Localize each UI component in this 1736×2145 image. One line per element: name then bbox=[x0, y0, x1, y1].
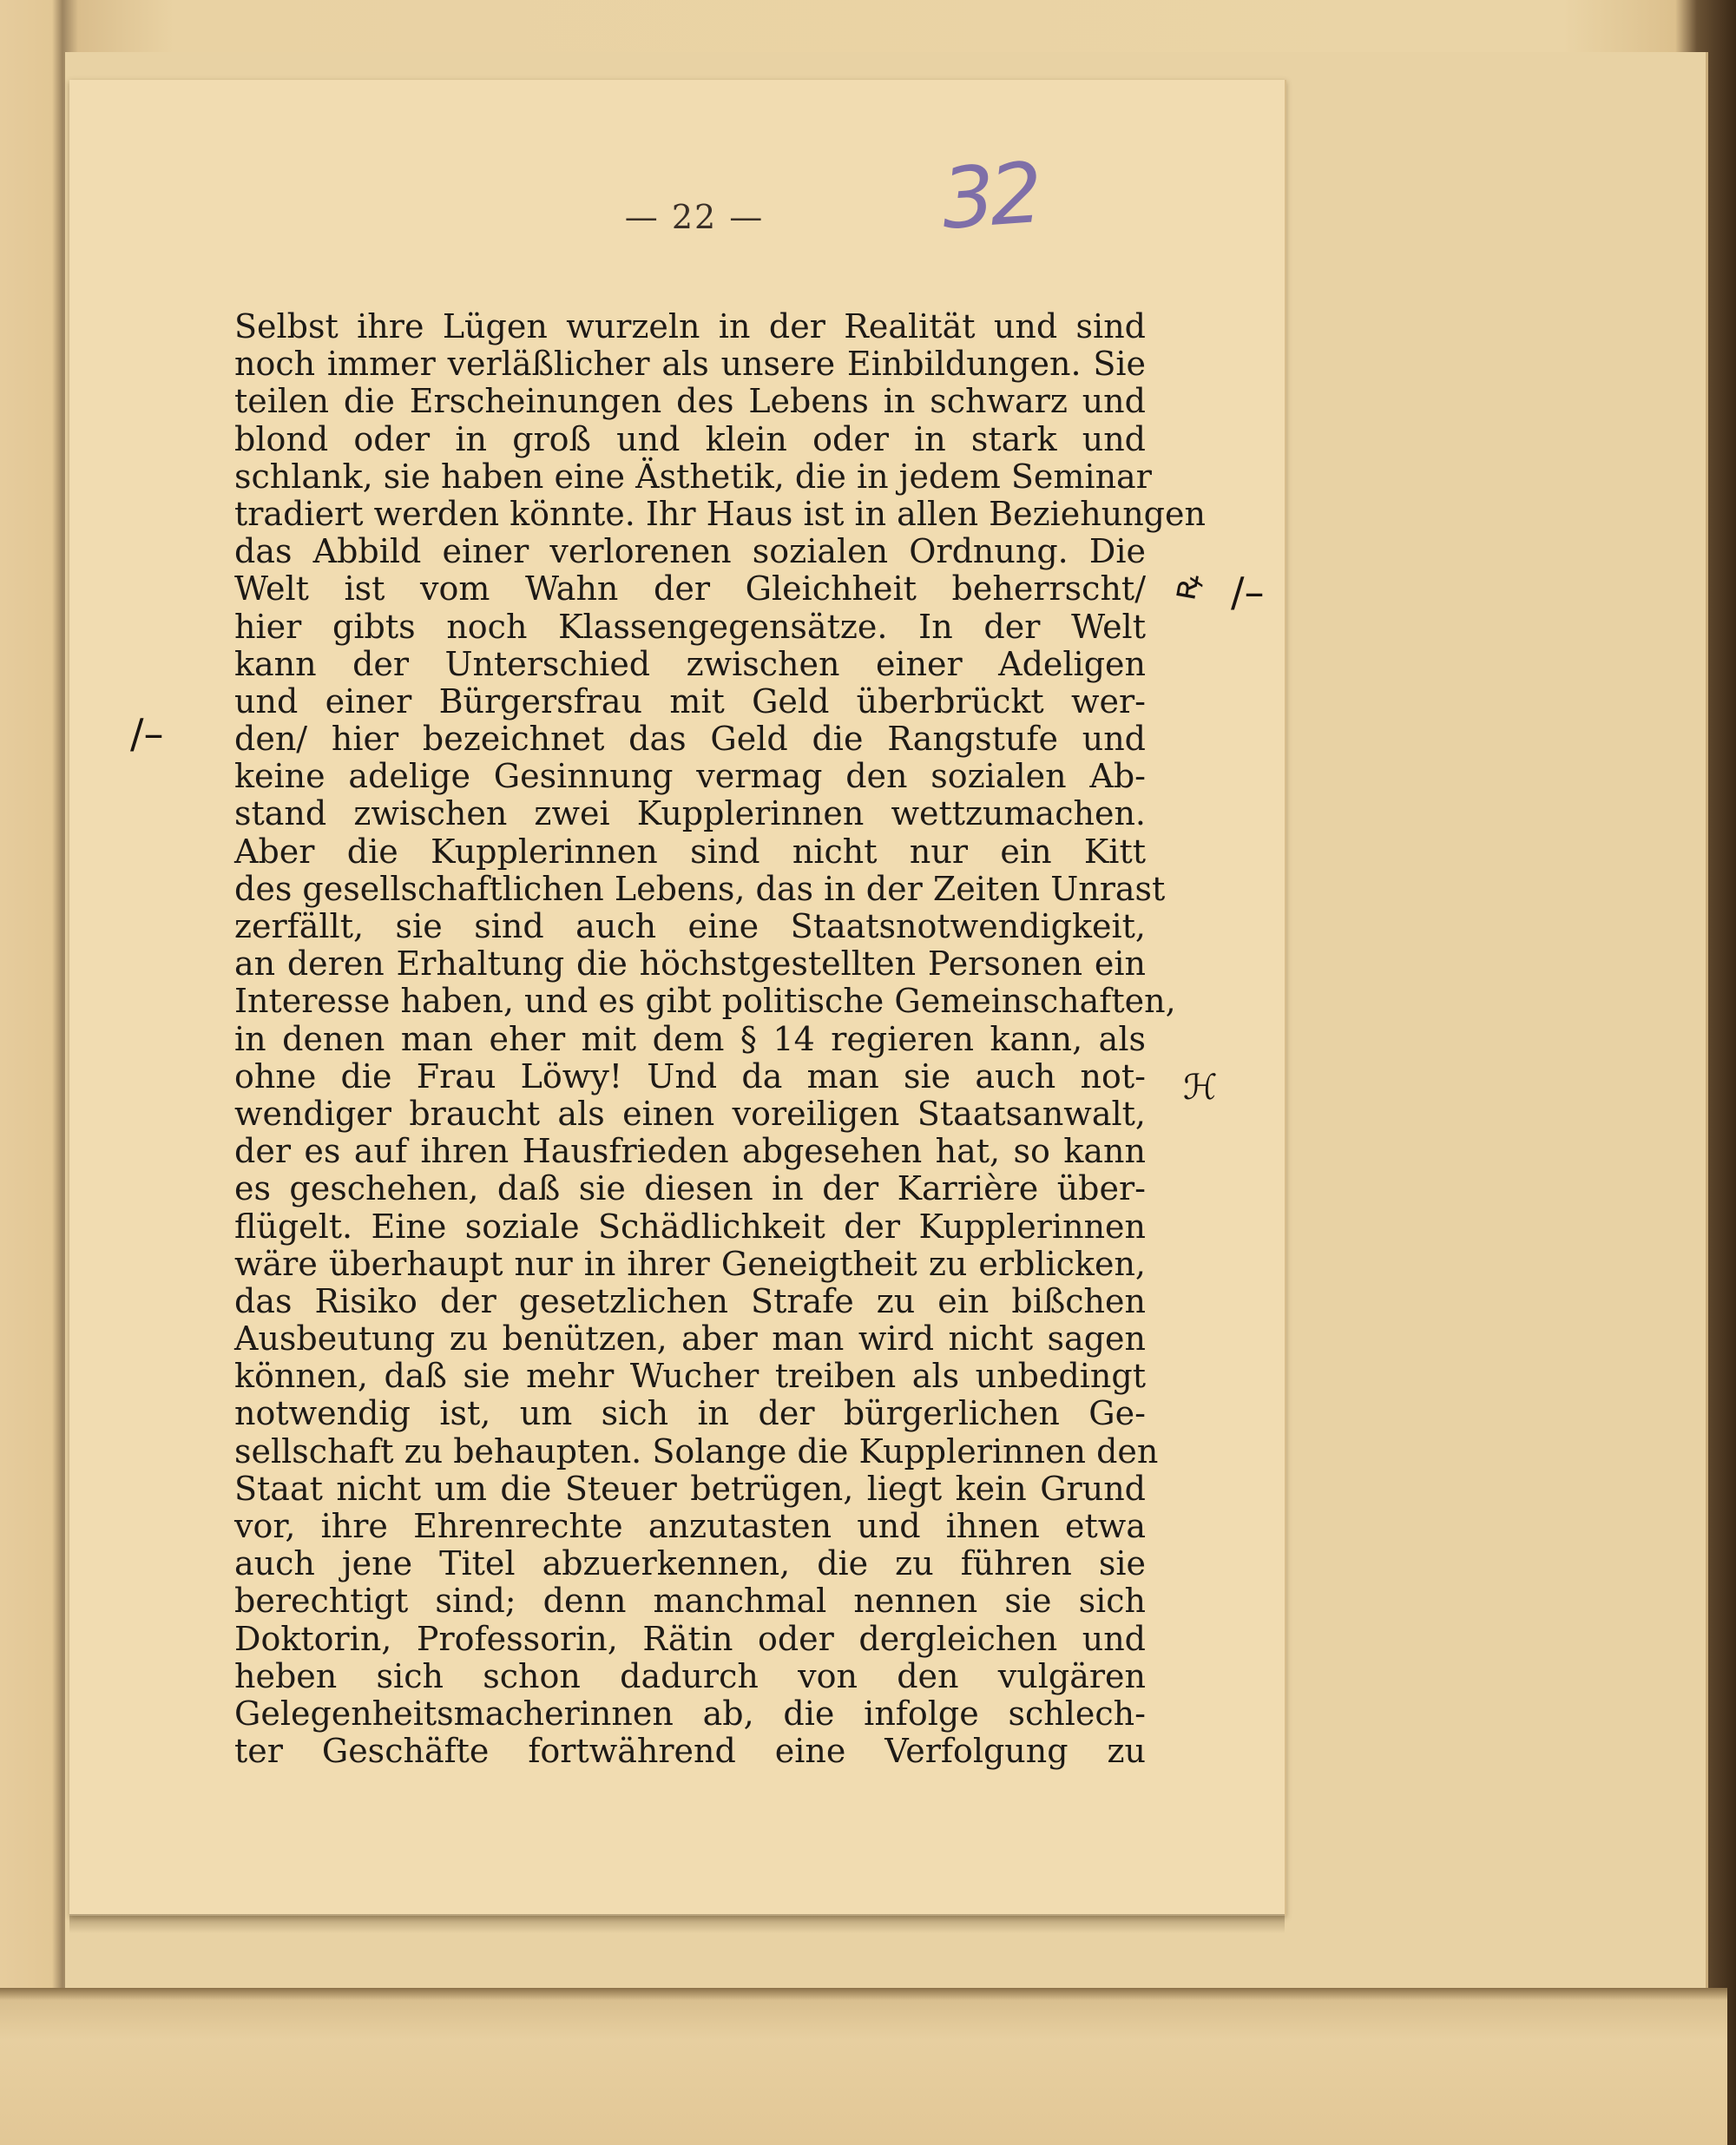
text-line: es geschehen, daß sie diesen in der Karrière über- bbox=[234, 1169, 1146, 1208]
text-line: auch jene Titel abzuerkennen, die zu führen sie bbox=[234, 1544, 1146, 1583]
text-line: an deren Erhaltung die höchstgestellten Personen ein bbox=[234, 944, 1146, 984]
text-line: das Abbild einer verlorenen sozialen Ordnung. Die bbox=[234, 532, 1146, 571]
text-line: Staat nicht um die Steuer betrügen, liegt kein Grund bbox=[234, 1469, 1146, 1508]
text-line: heben sich schon dadurch von den vulgären bbox=[234, 1656, 1146, 1695]
margin-correction-mark-left: /– bbox=[130, 710, 164, 757]
text-line: sellschaft zu behaupten. Solange die Kupplerinnen den bbox=[234, 1431, 1159, 1471]
text-line: vor, ihre Ehrenrechte anzutasten und ihnen etwa bbox=[234, 1507, 1146, 1545]
handwritten-folio-number: 32 bbox=[938, 144, 1041, 248]
text-line: Aber die Kupplerinnen sind nicht nur ein Kitt bbox=[234, 832, 1146, 871]
text-line: Doktorin, Professorin, Rätin oder dergleichen und bbox=[234, 1619, 1146, 1658]
text-line: Selbst ihre Lügen wurzeln in der Realität und sind bbox=[234, 307, 1146, 345]
text-line: stand zwischen zwei Kupplerinnen wettzumachen. bbox=[234, 794, 1146, 833]
text-line: flügelt. Eine soziale Schädlichkeit der Kupplerinnen bbox=[234, 1207, 1146, 1246]
book-cover-edge bbox=[0, 1988, 1727, 2145]
text-line: und einer Bürgersfrau mit Geld überbrückt wer- bbox=[234, 681, 1146, 720]
text-line: zerfällt, sie sind auch eine Staatsnotwendigkeit, bbox=[234, 907, 1146, 945]
text-line: noch immer verläßlicher als unsere Einbildungen. Sie bbox=[234, 345, 1146, 384]
text-line: den/ hier bezeichnet das Geld die Rangstufe und bbox=[234, 720, 1146, 759]
text-line: wendiger braucht als einen voreiligen Staatsanwalt, bbox=[234, 1094, 1146, 1133]
text-line: der es auf ihren Hausfrieden abgesehen hat, so kann bbox=[234, 1132, 1146, 1171]
text-line: berechtigt sind; denn manchmal nennen sie sich bbox=[234, 1582, 1146, 1621]
text-line: Interesse haben, und es gibt politische Gemeinschaften, bbox=[234, 982, 1176, 1021]
text-line: das Risiko der gesetzlichen Strafe zu ein bißchen bbox=[234, 1281, 1146, 1320]
text-line: tradiert werden könnte. Ihr Haus ist in allen Beziehungen bbox=[234, 494, 1206, 533]
text-line: in denen man eher mit dem § 14 regieren kann, als bbox=[234, 1019, 1146, 1058]
margin-correction-mark-right: /– bbox=[1231, 569, 1265, 615]
text-line: Ausbeutung zu benützen, aber man wird nicht sagen bbox=[234, 1319, 1146, 1359]
text-line: Welt ist vom Wahn der Gleichheit beherrscht/ bbox=[234, 569, 1146, 609]
margin-insert-mark: ℋ bbox=[1183, 1068, 1218, 1108]
text-line: teilen die Erscheinungen des Lebens in schwarz und bbox=[234, 382, 1146, 421]
text-line: wäre überhaupt nur in ihrer Geneigtheit zu erblicken, bbox=[234, 1244, 1146, 1283]
text-line: kann der Unterschied zwischen einer Adeligen bbox=[234, 644, 1146, 683]
clipping-shadow bbox=[69, 1914, 1285, 1933]
text-line: Gelegenheitsmacherinnen ab, die infolge schlech- bbox=[234, 1694, 1146, 1733]
text-line: notwendig ist, um sich in der bürgerlichen Ge- bbox=[234, 1394, 1146, 1433]
text-line: blond oder in groß und klein oder in stark und bbox=[234, 419, 1146, 458]
page-number: — 22 — bbox=[624, 198, 765, 236]
margin-delete-symbol: ꝶ bbox=[1163, 570, 1207, 603]
text-line: keine adelige Gesinnung vermag den sozialen Ab- bbox=[234, 757, 1146, 796]
text-line: ohne die Frau Löwy! Und da man sie auch not- bbox=[234, 1056, 1146, 1096]
text-line: hier gibts noch Klassengegensätze. In der Welt bbox=[234, 607, 1146, 646]
text-line: ter Geschäfte fortwährend eine Verfolgung zu bbox=[234, 1732, 1146, 1771]
text-line: können, daß sie mehr Wucher treiben als unbedingt bbox=[234, 1357, 1146, 1396]
text-line: des gesellschaftlichen Lebens, das in der Zeiten Unrast bbox=[234, 869, 1166, 908]
text-line: schlank, sie haben eine Ästhetik, die in jedem Seminar bbox=[234, 457, 1152, 496]
body-text bbox=[234, 307, 1206, 1771]
